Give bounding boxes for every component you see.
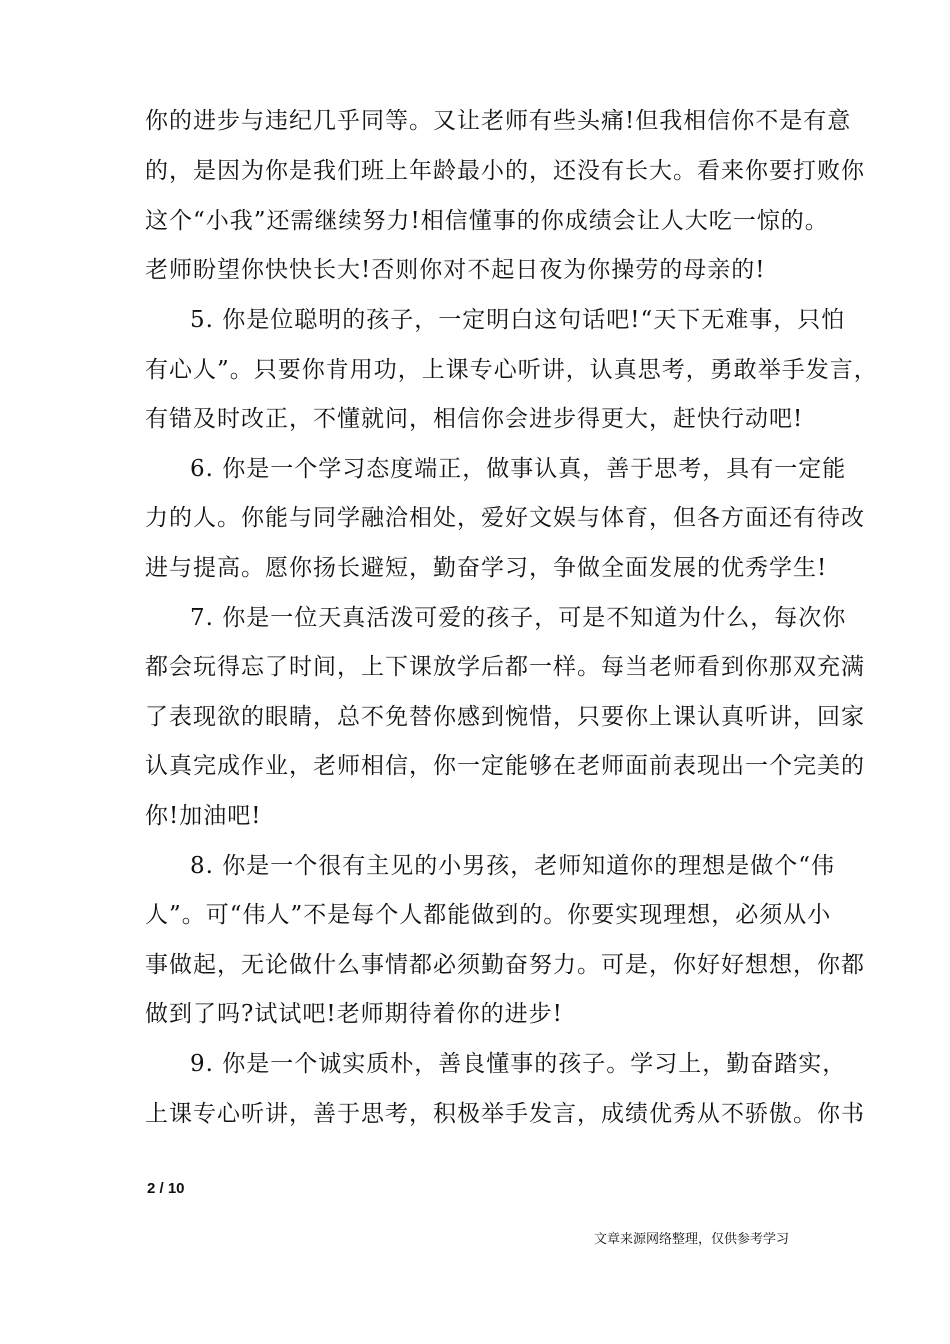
- paragraph-start-line: 7. 你是一位天真活泼可爱的孩子，可是不知道为什么，每次你: [190, 605, 847, 631]
- paragraph-start-line: 8. 你是一个很有主见的小男孩，老师知道你的理想是做个“伟: [190, 853, 836, 879]
- text-line: 了表现欲的眼睛，总不免替你感到惋惜，只要你上课认真听讲，回家: [145, 704, 865, 730]
- text-line: 力的人。你能与同学融洽相处，爱好文娱与体育，但各方面还有待改: [145, 505, 865, 531]
- paragraph-start-line: 9. 你是一个诚实质朴，善良懂事的孩子。学习上，勤奋踏实，: [190, 1051, 847, 1077]
- text-line: 你的进步与违纪几乎同等。又让老师有些头痛!但我相信你不是有意: [145, 108, 852, 134]
- text-line: 都会玩得忘了时间，上下课放学后都一样。每当老师看到你那双充满: [145, 654, 865, 680]
- text-line: 这个“小我”还需继续努力!相信懂事的你成绩会让人大吃一惊的。: [145, 208, 829, 234]
- text-line: 进与提高。愿你扬长避短，勤奋学习，争做全面发展的优秀学生!: [145, 555, 828, 581]
- text-line: 你!加油吧!: [145, 803, 262, 829]
- text-line: 有心人”。只要你肯用功，上课专心听讲，认真思考，勇敢举手发言，: [145, 357, 878, 383]
- text-line: 上课专心听讲，善于思考，积极举手发言，成绩优秀从不骄傲。你书: [145, 1101, 865, 1127]
- text-line: 做到了吗?试试吧!老师期待着你的进步!: [145, 1001, 563, 1027]
- paragraph-start-line: 5. 你是位聪明的孩子，一定明白这句话吧!“天下无难事，只怕: [190, 307, 846, 333]
- text-line: 认真完成作业，老师相信，你一定能够在老师面前表现出一个完美的: [145, 753, 865, 779]
- paragraph-start-line: 6. 你是一个学习态度端正，做事认真，善于思考，具有一定能: [190, 456, 847, 482]
- page-number: 2 / 10: [147, 1180, 185, 1197]
- text-line: 人”。可“伟人”不是每个人都能做到的。你要实现理想，必须从小: [145, 902, 832, 928]
- text-line: 老师盼望你快快长大!否则你对不起日夜为你操劳的母亲的!: [145, 257, 766, 283]
- text-line: 的，是因为你是我们班上年龄最小的，还没有长大。看来你要打败你: [145, 158, 865, 184]
- text-line: 有错及时改正，不懂就问，相信你会进步得更大，赶快行动吧!: [145, 406, 804, 432]
- footer-note: 文章来源网络整理，仅供参考学习: [594, 1232, 790, 1247]
- text-line: 事做起，无论做什么事情都必须勤奋努力。可是，你好好想想，你都: [145, 952, 865, 978]
